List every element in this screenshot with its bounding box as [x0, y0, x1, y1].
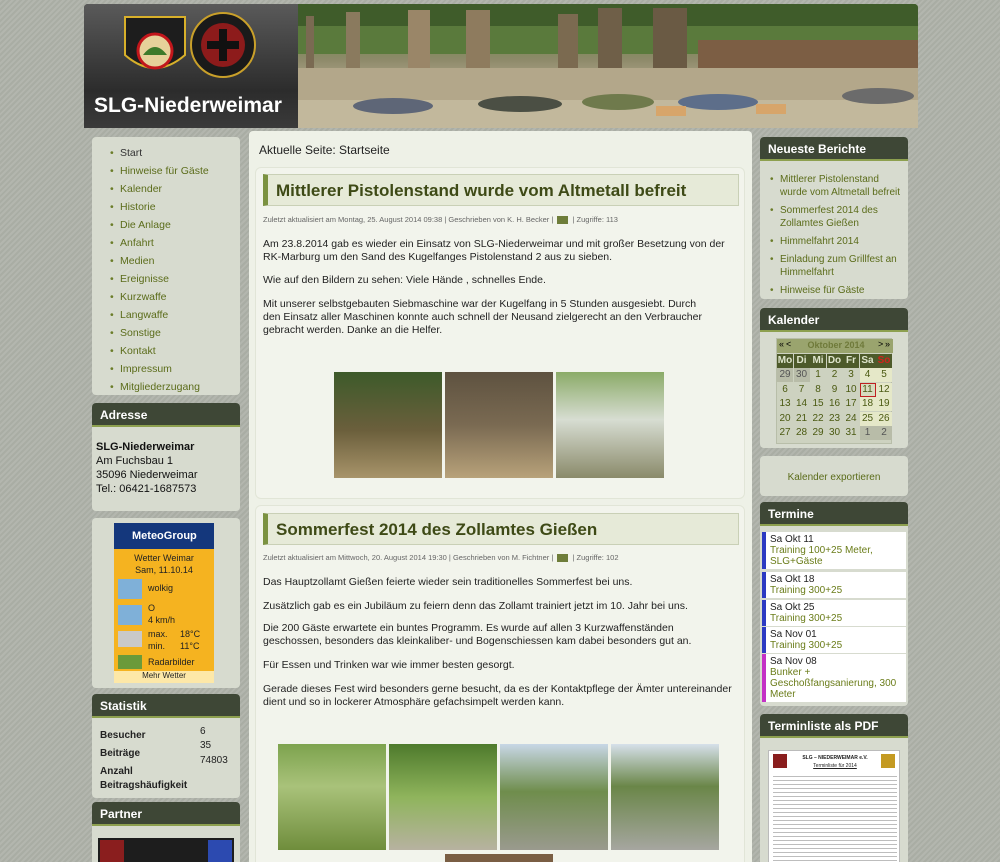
calendar-day[interactable]: 15	[812, 398, 824, 410]
wind-icon	[118, 605, 142, 625]
article-paragraph: Gerade dieses Fest wird besonders gerne besucht, da es der Kontaktpflege der Ämter untereinander dient und so in lockerer Atmosphäre gefachsimpelt werden kann.	[263, 683, 732, 708]
article-paragraph: Wie auf den Bildern zu sehen: Viele Hände , schnelles Ende.	[263, 274, 546, 286]
pdf-doc-title: SLG – NIEDERWEIMAR e.V.	[802, 755, 868, 761]
menu-item-other[interactable]: • Sonstige	[110, 327, 209, 345]
calendar-day[interactable]: 22	[812, 412, 824, 424]
menu-item-facility[interactable]: • Die Anlage	[110, 219, 209, 237]
menu-item-history[interactable]: • Historie	[110, 201, 209, 219]
article-title[interactable]: Sommerfest 2014 des Zollamtes Gießen	[263, 513, 739, 545]
article-photo[interactable]	[334, 372, 442, 478]
meteogroup-logo: MeteoGroup	[114, 523, 214, 549]
stat-value-visitors: 6	[200, 726, 206, 737]
event-date: Sa Okt 11	[770, 534, 814, 545]
latest-news-box	[760, 137, 908, 299]
article-paragraph: Zusätzlich gab es ein Jubiläum zu feiern denn das Zollamt trainiert jetzt im 10. Jahr bei uns.	[263, 600, 688, 612]
event-date: Sa Nov 01	[770, 629, 817, 640]
calendar-weekday: Fr	[843, 354, 859, 368]
page	[84, 4, 918, 862]
calendar-weekday: Mi	[810, 354, 826, 368]
calendar-day[interactable]: 20	[779, 412, 791, 424]
calendar-day[interactable]: 11	[860, 383, 876, 397]
calendar-month-label: Oktober 2014	[807, 340, 865, 350]
calendar-weekday: So	[877, 355, 891, 366]
main-menu-list	[110, 147, 209, 399]
calendar-day[interactable]: 3	[848, 369, 854, 381]
events-box	[760, 502, 908, 706]
calendar-day[interactable]: 12	[876, 383, 892, 397]
stat-label-posts: Beiträge	[100, 748, 141, 759]
article-photo[interactable]	[500, 744, 608, 850]
club-logo[interactable]	[121, 11, 189, 81]
menu-item-events[interactable]: • Ereignisse	[110, 273, 209, 291]
calendar-day[interactable]: 29	[812, 427, 824, 438]
calendar-day[interactable]: 25	[860, 412, 876, 426]
calendar-day[interactable]: 9	[831, 383, 838, 395]
calendar-day[interactable]: 28	[795, 427, 808, 438]
calendar-weekday: Di	[794, 354, 810, 368]
header-logo-area	[84, 4, 298, 128]
article-photo[interactable]	[556, 372, 664, 478]
article-paragraph: Mit unserer selbstgebauten Siebmaschine war der Kugelfang in 5 Stunden ausgesiebt. Durch den Einsatz aller Maschinen konnte auch schnell der Neusand zielgerecht an den Verbraucher gebracht werden. Danke an die Helfer.	[263, 298, 702, 336]
event-date: Sa Okt 25	[770, 602, 815, 613]
calendar-day[interactable]: 30	[794, 368, 810, 382]
address-name: SLG-Niederweimar	[96, 441, 195, 453]
address-street: Am Fuchsbau 1	[96, 455, 174, 467]
calendar-day[interactable]: 7	[798, 383, 805, 395]
pdf-box	[760, 714, 908, 862]
more-weather-link[interactable]: Mehr Wetter	[114, 671, 214, 683]
latest-news-heading: Neueste Berichte	[760, 137, 908, 161]
article-photo[interactable]	[389, 744, 497, 850]
menu-item-directions[interactable]: • Anfahrt	[110, 237, 209, 255]
event-item[interactable]	[762, 532, 906, 569]
calendar-day[interactable]: 4	[860, 368, 876, 382]
event-date: Sa Okt 18	[770, 574, 815, 585]
weather-widget[interactable]	[114, 523, 214, 683]
address-city: 35096 Niederweimar	[96, 469, 198, 481]
calendar-day[interactable]: 2	[831, 369, 838, 381]
main-content	[249, 131, 752, 862]
address-phone: Tel.: 06421-1687573	[96, 483, 197, 495]
article-paragraph: Das Hauptzollamt Gießen feierte wieder sein traditionelles Sommerfest bei uns.	[263, 576, 633, 588]
menu-item-media[interactable]: • Medien	[110, 255, 209, 273]
main-menu	[92, 137, 240, 395]
calendar-day[interactable]: 31	[845, 427, 857, 438]
cloud-icon	[118, 579, 142, 599]
stat-value-count: 74803	[200, 755, 228, 766]
article-photo[interactable]	[445, 372, 553, 478]
event-item[interactable]	[762, 627, 906, 653]
pdf-doc-subtitle: Terminliste für 2014	[813, 763, 857, 769]
calendar-day[interactable]: 24	[845, 412, 857, 424]
calendar-day[interactable]: 19	[876, 397, 892, 411]
print-icon[interactable]	[557, 216, 568, 224]
latest-news-item[interactable]: • Mittlerer Pistolenstand wurde vom Altmetall befreit	[770, 173, 906, 199]
header-banner-image	[298, 4, 918, 128]
menu-item-calendar[interactable]: • Kalender	[110, 183, 209, 201]
partner-box	[92, 802, 240, 862]
partner-logo-right	[208, 840, 232, 862]
calendar-day[interactable]: 14	[795, 398, 808, 410]
calendar-day[interactable]: 30	[828, 427, 841, 438]
temp-max-label: max.	[148, 629, 168, 639]
temp-min-label: min.	[148, 641, 166, 651]
calendar-day[interactable]: 8	[815, 383, 821, 395]
stat-value-posts: 35	[200, 740, 212, 751]
article-card	[255, 505, 745, 862]
calendar-day[interactable]: 2	[876, 426, 892, 440]
menu-item-long-weapon[interactable]: • Langwaffe	[110, 309, 209, 327]
calendar-day[interactable]: 16	[828, 398, 841, 410]
calendar-export-box	[760, 456, 908, 496]
article-paragraph: Die 200 Gäste erwartete ein buntes Programm. Es wurde auf allen 3 Kurzwaffenständen geschossen, besonders das kleinkaliber- und Bogenschiessen kam dabei besonders gut an.	[263, 622, 692, 647]
statistics-box	[92, 694, 240, 798]
weather-condition: wolkig	[148, 583, 174, 593]
calendar-export-link[interactable]: Kalender exportieren	[787, 472, 881, 483]
partner-heading: Partner	[92, 802, 240, 826]
prev-month-button[interactable]: <	[786, 339, 792, 349]
article-title[interactable]: Mittlerer Pistolenstand wurde vom Altmetall befreit	[263, 174, 739, 206]
event-title[interactable]: Bunker + Geschoßfangsanierung, 300 Meter	[770, 667, 897, 700]
pdf-heading: Terminliste als PDF	[760, 714, 908, 738]
menu-item-short-weapon[interactable]: • Kurzwaffe	[110, 291, 209, 309]
event-title[interactable]: Training 300+25	[770, 613, 843, 624]
print-icon[interactable]	[557, 554, 568, 562]
thermometer-icon	[118, 631, 142, 647]
menu-item-start[interactable]: • Start	[110, 147, 209, 165]
police-sport-seal[interactable]	[189, 11, 257, 79]
next-month-button[interactable]: >	[878, 339, 884, 349]
calendar-day[interactable]: 18	[860, 397, 876, 411]
address-box	[92, 403, 240, 511]
site-header	[84, 4, 918, 128]
temp-min-value: 11°C	[180, 641, 200, 651]
calendar-weekday: Mo	[777, 355, 793, 366]
article-photo[interactable]	[611, 744, 719, 850]
article-meta: Zuletzt aktualisiert am Mittwoch, 20. August 2014 19:30 | Geschrieben von M. Fichtner | | Zugriffe: 102	[263, 553, 619, 562]
calendar-day[interactable]: 1	[860, 426, 876, 440]
calendar-weekday: Do	[827, 355, 842, 366]
event-date: Sa Nov 08	[770, 656, 817, 667]
calendar-nav	[777, 339, 893, 353]
site-title[interactable]: SLG-Niederweimar	[94, 94, 282, 117]
pdf-table-lines	[773, 773, 897, 862]
events-heading: Termine	[760, 502, 908, 526]
next-year-button[interactable]: »	[885, 339, 891, 349]
menu-item-imprint[interactable]: • Impressum	[110, 363, 209, 381]
weather-date: Sam, 11.10.14	[135, 565, 193, 575]
article-photo[interactable]	[278, 744, 386, 850]
latest-news-item[interactable]: • Himmelfahrt 2014	[770, 235, 906, 248]
article-paragraph: Am 23.8.2014 gab es wieder ein Einsatz von SLG-Niederweimar und mit großer Besetzung von der RK-Marburg um den Sand des Kugelfanges Pistolenstand 2 aus zu sieben.	[263, 238, 725, 263]
latest-news-list	[770, 173, 906, 302]
breadcrumb: Aktuelle Seite: Startseite	[259, 143, 390, 157]
calendar-day[interactable]: 6	[782, 383, 788, 395]
event-item[interactable]	[762, 600, 906, 626]
partner-banner[interactable]	[98, 838, 234, 862]
partner-logo-left	[100, 840, 124, 862]
latest-news-item[interactable]: • Einladung zum Grillfest an Himmelfahrt	[770, 253, 906, 279]
menu-item-guest-notes[interactable]: • Hinweise für Gäste	[110, 165, 209, 183]
event-title[interactable]: Training 300+25	[770, 640, 843, 651]
calendar-day[interactable]: 13	[779, 398, 791, 410]
calendar-day[interactable]: 26	[876, 412, 892, 426]
statistics-heading: Statistik	[92, 694, 240, 718]
weather-box	[92, 518, 240, 688]
event-title[interactable]: Training 300+25	[770, 585, 843, 596]
article-card	[255, 167, 745, 499]
prev-year-button[interactable]: «	[779, 339, 785, 349]
calendar-day[interactable]: 5	[876, 368, 892, 382]
calendar-grid	[776, 338, 892, 444]
address-heading: Adresse	[92, 403, 240, 427]
wind-direction: O	[148, 603, 156, 613]
calendar-day[interactable]: 27	[779, 427, 791, 438]
event-title[interactable]: Training 100+25 Meter, SLG+Gäste	[770, 545, 873, 567]
menu-item-contact[interactable]: • Kontakt	[110, 345, 209, 363]
latest-news-item[interactable]: • Hinweise für Gäste	[770, 284, 906, 297]
stat-label-frequency: Beitragshäufigkeit	[100, 780, 188, 791]
weather-title: Wetter Weimar	[134, 553, 194, 563]
calendar-day[interactable]: 23	[828, 412, 841, 424]
latest-news-item[interactable]: • Sommerfest 2014 des Zollamtes Gießen	[770, 204, 906, 230]
calendar-day[interactable]: 1	[815, 369, 821, 381]
stat-label-visitors: Besucher	[100, 730, 146, 741]
calendar-weekday: Sa	[861, 355, 874, 366]
event-item[interactable]	[762, 572, 906, 598]
calendar-box	[760, 308, 908, 448]
temp-max-value: 18°C	[180, 629, 201, 639]
radar-link[interactable]: Radarbilder	[148, 657, 195, 667]
calendar-day[interactable]: 17	[845, 398, 857, 410]
wind-speed: 4 km/h	[148, 615, 176, 625]
calendar-heading: Kalender	[760, 308, 908, 332]
shooting-range-photo	[298, 4, 918, 128]
calendar-day[interactable]: 10	[845, 383, 857, 395]
article-photo[interactable]	[445, 854, 553, 862]
stat-label-count: Anzahl	[100, 766, 133, 777]
article-meta: Zuletzt aktualisiert am Montag, 25. August 2014 09:38 | Geschrieben von K. H. Becker | | Zugriffe: 113	[263, 215, 618, 224]
article-paragraph: Für Essen und Trinken war wie immer besten gesorgt.	[263, 659, 515, 671]
pdf-thumbnail[interactable]	[768, 750, 900, 862]
calendar-day[interactable]: 29	[777, 368, 793, 382]
calendar-day[interactable]: 21	[795, 412, 808, 424]
radar-icon	[118, 655, 142, 669]
event-item[interactable]	[762, 654, 906, 702]
menu-item-member-login[interactable]: • Mitgliederzugang	[110, 381, 209, 399]
